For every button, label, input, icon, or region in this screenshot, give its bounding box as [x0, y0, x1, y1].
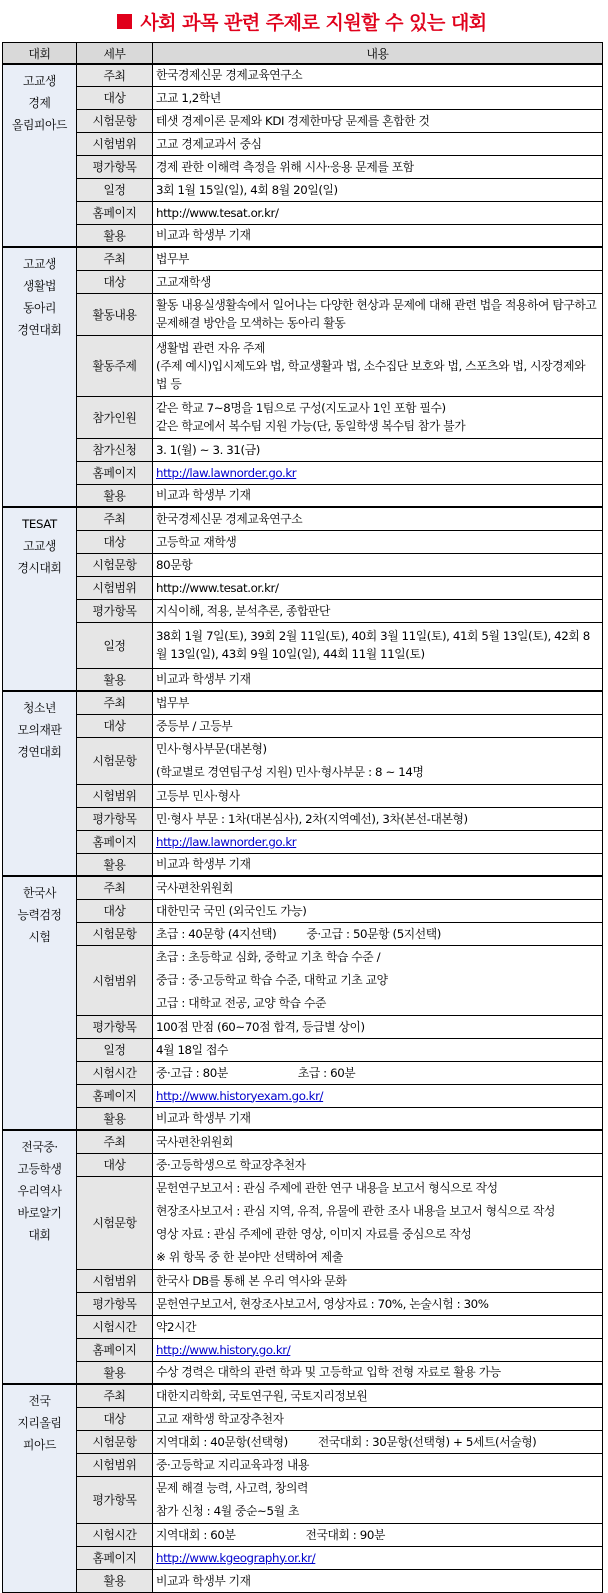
table-row [3, 1407, 603, 1430]
row-value: 초급 : 초등학교 심화, 중학교 기초 학습 수준 / 중급 : 중·고등학교 학습 수준, 대학교 기초 교양 고급 : 대학교 전공, 교양 학습 수준 [153, 945, 603, 1015]
table-row [3, 807, 603, 830]
table-row [3, 270, 603, 293]
table-row [3, 1315, 603, 1338]
homepage-link[interactable]: http://www.history.go.kr/ [156, 1342, 291, 1357]
row-value: 한국경제신문 경제교육연구소 [153, 64, 603, 86]
row-label: 시험범위 [77, 945, 153, 1015]
row-value: 고등부 민사·형사 [153, 784, 603, 807]
header-contest: 대회 [3, 43, 77, 65]
table-row [3, 945, 603, 1015]
table-row [3, 1130, 603, 1153]
row-value: 지식이해, 적용, 분석추론, 종합판단 [153, 599, 603, 622]
row-label: 시험범위 [77, 1453, 153, 1476]
row-value: 고교 경제교과서 중심 [153, 132, 603, 155]
table-row [3, 132, 603, 155]
row-label: 시험범위 [77, 1269, 153, 1292]
table-row [3, 1338, 603, 1361]
table-row [3, 830, 603, 853]
row-label: 평가항목 [77, 155, 153, 178]
row-value: 대한민국 국민 (외국인도 가능) [153, 899, 603, 922]
table-row [3, 1523, 603, 1546]
contest-name: 청소년 모의재판 경연대회 [3, 691, 77, 876]
row-value: 한국경제신문 경제교육연구소 [153, 507, 603, 530]
row-label: 활동내용 [77, 293, 153, 335]
table-row [3, 1038, 603, 1061]
table-row [3, 1015, 603, 1038]
row-label: 대상 [77, 714, 153, 737]
row-value: 문헌연구보고서, 현장조사보고서, 영상자료 : 70%, 논술시험 : 30% [153, 1292, 603, 1315]
row-value: 국사편찬위원회 [153, 1130, 603, 1153]
row-value: 한국사 DB를 통해 본 우리 역사와 문화 [153, 1269, 603, 1292]
row-value: 중·고급 : 80분 초급 : 60분 [153, 1061, 603, 1084]
table-row [3, 922, 603, 945]
row-label: 활동주제 [77, 335, 153, 396]
row-label: 홈페이지 [77, 1338, 153, 1361]
row-label: 주최 [77, 1384, 153, 1407]
table-row [3, 1384, 603, 1407]
row-label: 활용 [77, 668, 153, 691]
row-label: 일정 [77, 1038, 153, 1061]
table-row [3, 86, 603, 109]
row-value: 중·고등학생으로 학교장추천자 [153, 1153, 603, 1176]
row-value: 고교 재학생 학교장추천자 [153, 1407, 603, 1430]
row-value: 비교과 학생부 기재 [153, 1107, 603, 1130]
row-value: 법무부 [153, 247, 603, 270]
table-row [3, 1453, 603, 1476]
row-value: 테샛 경제이론 문제와 KDI 경제한마당 문제를 혼합한 것 [153, 109, 603, 132]
row-label: 홈페이지 [77, 830, 153, 853]
row-label: 시험시간 [77, 1315, 153, 1338]
table-row [3, 876, 603, 899]
row-label: 활용 [77, 224, 153, 247]
table-row [3, 293, 603, 335]
row-label: 대상 [77, 530, 153, 553]
row-label: 활용 [77, 1361, 153, 1384]
header-detail: 세부 [77, 43, 153, 65]
header-content: 내용 [153, 43, 603, 65]
row-value: 법무부 [153, 691, 603, 714]
table-row [3, 668, 603, 691]
table-row [3, 530, 603, 553]
contest-name: 전국중· 고등학생 우리역사 바로알기 대회 [3, 1130, 77, 1384]
row-value: 민사·형사부문(대본형) (학교별로 경연팀구성 지원) 민사·형사부문 : 8 ~ 14명 [153, 737, 603, 784]
row-value: 지역대회 : 60분 전국대회 : 90분 [153, 1523, 603, 1546]
row-label: 주최 [77, 247, 153, 270]
table-row [3, 1269, 603, 1292]
contest-table [2, 42, 603, 1593]
red-square-icon [117, 14, 132, 29]
row-label: 일정 [77, 622, 153, 668]
row-label: 평가항목 [77, 599, 153, 622]
row-label: 시험문항 [77, 737, 153, 784]
table-row [3, 576, 603, 599]
table-row [3, 155, 603, 178]
row-value: 비교과 학생부 기재 [153, 668, 603, 691]
row-label: 홈페이지 [77, 201, 153, 224]
row-value: 문헌연구보고서 : 관심 주제에 관한 연구 내용을 보고서 형식으로 작성 현장조사보고서 : 관심 지역, 유적, 유물에 관한 조사 내용을 보고서 형식으로 작성 영상 자료 : 관심 주제에 관한 영상, 이미지 자료를 중심으로 작성 ※ 위 항목 중 한 분야만 선택하여 제출 [153, 1176, 603, 1269]
table-row [3, 461, 603, 484]
table-row [3, 1061, 603, 1084]
table-row [3, 224, 603, 247]
row-value: 비교과 학생부 기재 [153, 484, 603, 507]
row-label: 시험범위 [77, 132, 153, 155]
row-value: 고교재학생 [153, 270, 603, 293]
row-value: 고등학교 재학생 [153, 530, 603, 553]
row-value: 초급 : 40문항 (4지선택) 중·고급 : 50문항 (5지선택) [153, 922, 603, 945]
contest-name: 고교생 생활법 동아리 경연대회 [3, 247, 77, 507]
table-row [3, 1107, 603, 1130]
table-row [3, 507, 603, 530]
row-value: 대한지리학회, 국토연구원, 국토지리정보원 [153, 1384, 603, 1407]
homepage-link[interactable]: http://law.lawnorder.go.kr [156, 465, 297, 480]
row-value: 38회 1월 7일(토), 39회 2월 11일(토), 40회 3월 11일(토), 41회 5월 13일(토), 42회 8월 13일(일), 43회 9월 10일(일), 44회 11월 11일(토) [153, 622, 603, 668]
contest-name: 한국사 능력검정 시험 [3, 876, 77, 1130]
row-label: 주최 [77, 507, 153, 530]
row-label: 홈페이지 [77, 1084, 153, 1107]
row-label: 주최 [77, 876, 153, 899]
table-row [3, 714, 603, 737]
row-label: 시험문항 [77, 109, 153, 132]
table-row [3, 1292, 603, 1315]
row-value: 100점 만점 (60~70점 합격, 등급별 상이) [153, 1015, 603, 1038]
page-title-text: 사회 과목 관련 주제로 지원할 수 있는 대회 [140, 11, 487, 34]
row-value: 3회 1월 15일(일), 4회 8월 20일(일) [153, 178, 603, 201]
row-label: 참가신청 [77, 438, 153, 461]
row-value: 활동 내용실생활속에서 일어나는 다양한 현상과 문제에 대해 관련 법을 적용하여 탐구하고 문제해결 방안을 모색하는 동아리 활동 [153, 293, 603, 335]
row-value: 민·형사 부문 : 1차(대본심사), 2차(지역예선), 3차(본선-대본형) [153, 807, 603, 830]
row-value: 고교 1,2학년 [153, 86, 603, 109]
contest-name: TESAT 고교생 경시대회 [3, 507, 77, 691]
table-row [3, 553, 603, 576]
row-value: 같은 학교 7~8명을 1팀으로 구성(지도교사 1인 포함 필수) 같은 학교에서 복수팀 지원 가능(단, 동일학생 복수팀 참가 불가 [153, 396, 603, 438]
row-label: 주최 [77, 1130, 153, 1153]
table-row [3, 396, 603, 438]
row-value: 비교과 학생부 기재 [153, 853, 603, 876]
table-row [3, 1176, 603, 1269]
row-label: 시험문항 [77, 922, 153, 945]
row-label: 시험문항 [77, 1176, 153, 1269]
homepage-link[interactable]: http://www.kgeography.or.kr/ [156, 1550, 316, 1565]
row-label: 활용 [77, 1107, 153, 1130]
row-value: 국사편찬위원회 [153, 876, 603, 899]
row-label: 활용 [77, 853, 153, 876]
row-label: 시험범위 [77, 784, 153, 807]
table-row [3, 899, 603, 922]
row-value: http://www.tesat.or.kr/ [153, 576, 603, 599]
table-row [3, 201, 603, 224]
row-value: 수상 경력은 대학의 관련 학과 및 고등학교 입학 전형 자료로 활용 가능 [153, 1361, 603, 1384]
table-row [3, 178, 603, 201]
row-label: 시험시간 [77, 1523, 153, 1546]
table-row [3, 247, 603, 270]
table-row [3, 64, 603, 86]
page-title [2, 0, 602, 42]
row-value: 중등부 / 고등부 [153, 714, 603, 737]
row-label: 활용 [77, 484, 153, 507]
table-row [3, 1546, 603, 1569]
row-value: 약2시간 [153, 1315, 603, 1338]
row-label: 시험문항 [77, 553, 153, 576]
row-value: 80문항 [153, 553, 603, 576]
table-row [3, 438, 603, 461]
table-row [3, 737, 603, 784]
row-value: 3. 1(월) ~ 3. 31(금) [153, 438, 603, 461]
row-label: 홈페이지 [77, 461, 153, 484]
row-label: 평가항목 [77, 807, 153, 830]
header-row [3, 43, 603, 65]
document [2, 0, 602, 1593]
table-row [3, 484, 603, 507]
row-label: 일정 [77, 178, 153, 201]
row-value: 비교과 학생부 기재 [153, 1569, 603, 1592]
table-row [3, 335, 603, 396]
row-label: 평가항목 [77, 1476, 153, 1523]
row-label: 대상 [77, 270, 153, 293]
homepage-text: http://www.tesat.or.kr/ [153, 201, 603, 224]
table-row [3, 853, 603, 876]
table-row [3, 1153, 603, 1176]
row-value: 경제 관한 이해력 측정을 위해 시사·응용 문제를 포함 [153, 155, 603, 178]
row-label: 대상 [77, 899, 153, 922]
homepage-link[interactable]: http://www.historyexam.go.kr/ [156, 1088, 324, 1103]
row-value: 문제 해결 능력, 사고력, 창의력 참가 신청 : 4월 중순~5월 초 [153, 1476, 603, 1523]
row-value: 중·고등학교 지리교육과정 내용 [153, 1453, 603, 1476]
table-row [3, 1084, 603, 1107]
row-label: 대상 [77, 86, 153, 109]
row-label: 평가항목 [77, 1015, 153, 1038]
row-label: 시험시간 [77, 1061, 153, 1084]
row-label: 시험범위 [77, 576, 153, 599]
row-label: 대상 [77, 1153, 153, 1176]
table-row [3, 691, 603, 714]
row-label: 참가인원 [77, 396, 153, 438]
row-label: 활용 [77, 1569, 153, 1592]
row-value: 지역대회 : 40문항(선택형) 전국대회 : 30문항(선택형) + 5세트(서술형) [153, 1430, 603, 1453]
contest-name: 전국 지리올림 피아드 [3, 1384, 77, 1592]
row-value: 생활법 관련 자유 주제 (주제 예시)입시제도와 법, 학교생활과 법, 소수집단 보호와 법, 스포츠와 법, 시장경제와 법 등 [153, 335, 603, 396]
table-row [3, 109, 603, 132]
homepage-link[interactable]: http://law.lawnorder.go.kr [156, 834, 297, 849]
row-label: 평가항목 [77, 1292, 153, 1315]
table-row [3, 599, 603, 622]
table-row [3, 622, 603, 668]
table-row [3, 1476, 603, 1523]
row-label: 시험문항 [77, 1430, 153, 1453]
contest-name: 고교생 경제 올림피아드 [3, 64, 77, 247]
row-value: 비교과 학생부 기재 [153, 224, 603, 247]
table-row [3, 784, 603, 807]
row-label: 주최 [77, 691, 153, 714]
row-label: 대상 [77, 1407, 153, 1430]
row-label: 홈페이지 [77, 1546, 153, 1569]
table-row [3, 1430, 603, 1453]
row-label: 주최 [77, 64, 153, 86]
table-row [3, 1361, 603, 1384]
row-value: 4월 18일 접수 [153, 1038, 603, 1061]
